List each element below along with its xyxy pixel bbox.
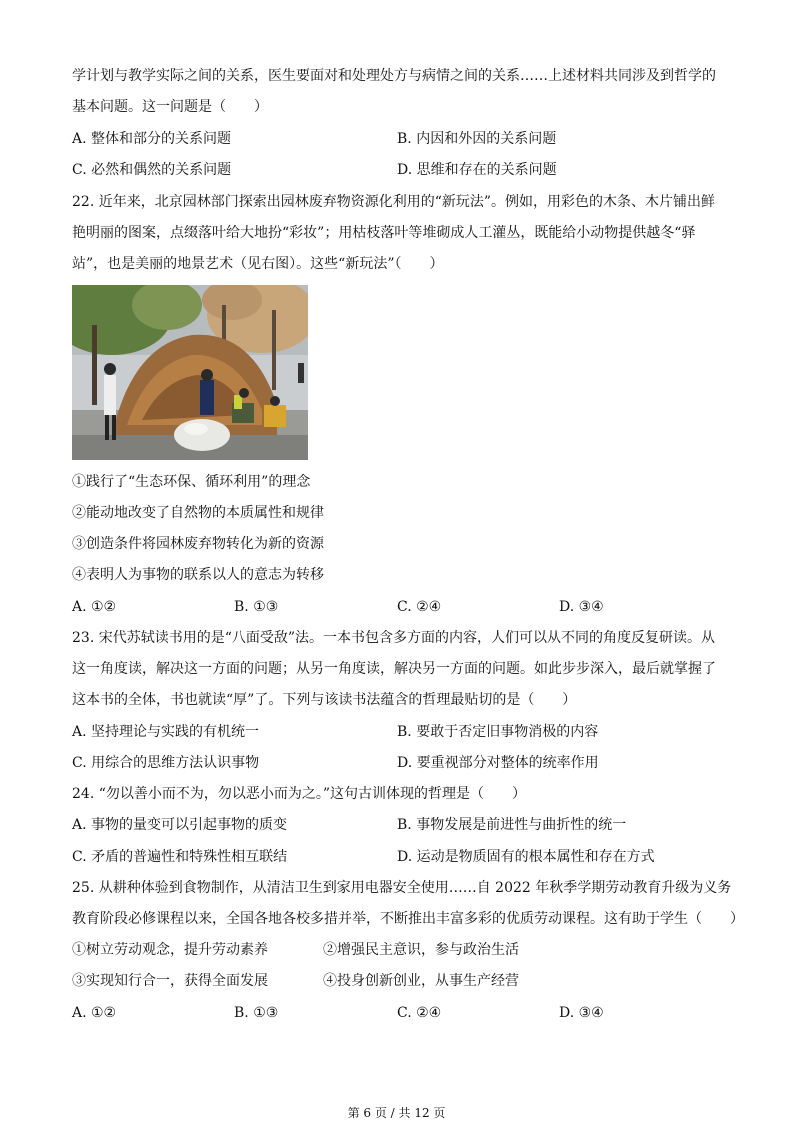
q25-option-b: B. ①③ [234, 1005, 279, 1021]
q24-option-b: B. 事物发展是前进性与曲折性的统一 [397, 817, 627, 833]
q21-stem-line-1: 学计划与教学实际之间的关系，医生要面对和处理处方与病情之间的关系……上述材料共同涉及到哲学的 [72, 68, 716, 84]
q23-stem-line-3: 这本书的全体，书也就读“厚”了。下列与该读书法蕴含的哲理最贴切的是（ ） [72, 692, 577, 708]
q22-statement-1: ①践行了“生态环保、循环利用”的理念 [72, 474, 311, 490]
q22-option-c: C. ②④ [397, 599, 442, 615]
q21-option-b: B. 内因和外因的关系问题 [397, 131, 557, 147]
q22-option-d: D. ③④ [559, 599, 604, 615]
q22-option-b: B. ①③ [234, 599, 279, 615]
q21-option-a: A. 整体和部分的关系问题 [72, 131, 232, 147]
q24-option-c: C. 矛盾的普遍性和特殊性相互联结 [72, 849, 288, 865]
q23-stem-line-1: 23. 宋代苏轼读书用的是“八面受敌”法。一本书包含多方面的内容，人们可以从不同的角度反复研读。从 [72, 630, 716, 646]
q21-option-c: C. 必然和偶然的关系问题 [72, 162, 232, 178]
q25-statement-3: ③实现知行合一，获得全面发展 [72, 973, 268, 989]
q22-option-a: A. ①② [72, 599, 117, 615]
q21-stem-line-2: 基本问题。这一问题是（ ） [72, 99, 268, 115]
q25-statement-4: ④投身创新创业，从事生产经营 [323, 973, 519, 989]
q22-stem-line-2: 艳明丽的图案，点缀落叶给大地扮“彩妆”；用枯枝落叶等堆砌成人工灌丛，既能给小动物提供越冬“驿 [72, 225, 696, 241]
q23-option-d: D. 要重视部分对整体的统率作用 [397, 755, 599, 771]
q22-statement-4: ④表明人为事物的联系以人的意志为转移 [72, 567, 324, 583]
q23-option-c: C. 用综合的思维方法认识事物 [72, 755, 260, 771]
q24-option-a: A. 事物的量变可以引起事物的质变 [72, 817, 288, 833]
q25-statement-2: ②增强民主意识，参与政治生活 [323, 942, 519, 958]
q24-stem: 24. “勿以善小而不为，勿以恶小而为之。”这句古训体现的哲理是（ ） [72, 786, 527, 802]
q23-option-b: B. 要敢于否定旧事物消极的内容 [397, 724, 599, 740]
q24-option-d: D. 运动是物质固有的根本属性和存在方式 [397, 849, 655, 865]
leaf-shelter-photo [72, 285, 308, 460]
q23-stem-line-2: 这一角度读，解决这一方面的问题；从另一角度读，解决另一方面的问题。如此步步深入，最后就掌握了 [72, 661, 716, 677]
q25-option-a: A. ①② [72, 1005, 117, 1021]
q25-stem-line-1: 25. 从耕种体验到食物制作，从清洁卫生到家用电器安全使用……自 2022 年秋季学期劳动教育升级为义务 [72, 880, 732, 896]
q22-stem-line-3: 站”，也是美丽的地景艺术（见右图）。这些“新玩法”（ ） [72, 256, 444, 272]
page-number-footer: 第 6 页 / 共 12 页 [347, 1106, 446, 1120]
q22-statement-2: ②能动地改变了自然物的本质属性和规律 [72, 505, 324, 521]
q25-statement-1: ①树立劳动观念，提升劳动素养 [72, 942, 268, 958]
q25-stem-line-2: 教育阶段必修课程以来，全国各地各校多措并举，不断推出丰富多彩的优质劳动课程。这有助于学生（ ） [72, 911, 744, 927]
q25-option-c: C. ②④ [397, 1005, 442, 1021]
q21-option-d: D. 思维和存在的关系问题 [397, 162, 557, 178]
q22-statement-3: ③创造条件将园林废弃物转化为新的资源 [72, 536, 324, 552]
q22-stem-line-1: 22. 近年来，北京园林部门探索出园林废弃物资源化利用的“新玩法”。例如，用彩色的木条、木片铺出鲜 [72, 194, 716, 210]
q23-option-a: A. 坚持理论与实践的有机统一 [72, 724, 260, 740]
q25-option-d: D. ③④ [559, 1005, 604, 1021]
